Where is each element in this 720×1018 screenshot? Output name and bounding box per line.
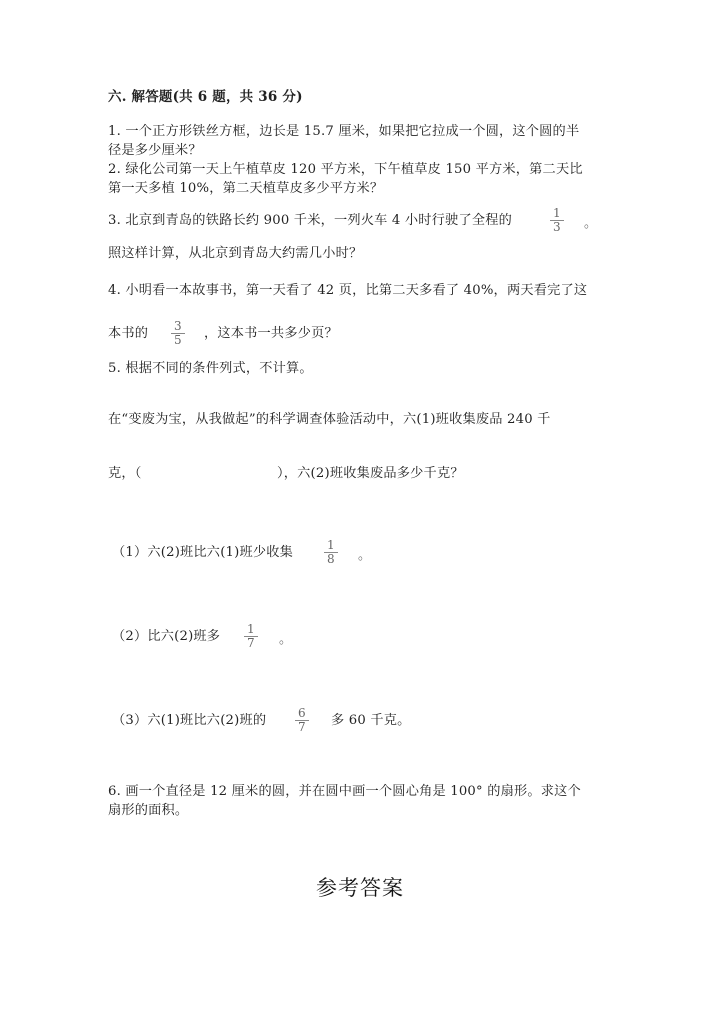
fraction-one-third: [550, 207, 564, 234]
question-5-line-1: 5. 根据不同的条件列式，不计算。: [108, 361, 313, 376]
question-5-stem-2-pre: 克，（: [108, 466, 142, 481]
question-5-sub-2-text: （2）比六(2)班多: [112, 629, 221, 644]
question-6-line-1: 6. 画一个直径是 12 厘米的圆，并在圆中画一个圆心角是 100° 的扇形。求这个: [108, 784, 581, 799]
question-5-sub-2-period: 。: [279, 632, 293, 647]
fraction-numerator: 1: [550, 207, 564, 221]
question-3-line-1: 3. 北京到青岛的铁路长约 900 千米，一列火车 4 小时行驶了全程的: [108, 213, 512, 228]
fraction-denominator: 7: [247, 636, 255, 650]
fraction-one-seventh: [244, 623, 258, 650]
question-4-line-2-pre: 本书的: [108, 326, 149, 341]
fraction-six-sevenths: [295, 707, 309, 734]
question-6-line-2: 扇形的面积。: [108, 803, 189, 818]
question-5-sub-1-period: 。: [358, 548, 372, 563]
question-5-sub-3-text: （3）六(1)班比六(2)班的: [112, 713, 267, 728]
question-4-line-1: 4. 小明看一本故事书，第一天看了 42 页，比第二天多看了 40%，两天看完了这: [108, 283, 588, 298]
answer-heading: 参考答案: [316, 876, 404, 900]
question-3-period: 。: [584, 216, 598, 231]
fraction-numerator: 1: [244, 623, 258, 637]
fraction-numerator: 6: [295, 707, 309, 721]
question-5-stem-1: 在“变废为宝，从我做起”的科学调查体验活动中，六(1)班收集废品 240 千: [108, 412, 551, 427]
fraction-one-eighth: [324, 539, 338, 566]
question-5-sub-1-text: （1）六(2)班比六(1)班少收集: [112, 545, 294, 560]
question-2-line-2: 第一天多植 10%，第二天植草皮多少平方米？: [108, 181, 384, 196]
fraction-three-fifths: [171, 320, 185, 347]
fraction-denominator: 7: [298, 720, 306, 734]
fraction-numerator: 1: [324, 539, 338, 553]
fraction-denominator: 8: [327, 552, 335, 566]
question-5-stem-2-post: ），六(2)班收集废品多少千克？: [277, 466, 464, 481]
question-5-sub-3-end: 多 60 千克。: [331, 713, 411, 728]
question-1-line-1: 1. 一个正方形铁丝方框，边长是 15.7 厘米，如果把它拉成一个圆，这个圆的半: [108, 124, 580, 139]
fraction-numerator: 3: [171, 320, 185, 334]
question-2-line-1: 2. 绿化公司第一天上午植草皮 120 平方米，下午植草皮 150 平方米，第二天比: [108, 162, 583, 177]
fraction-denominator: 5: [174, 333, 182, 347]
question-4-line-2-post: ，这本书一共多少页？: [204, 326, 338, 341]
fraction-denominator: 3: [553, 220, 561, 234]
section-title: 六. 解答题(共 6 题，共 36 分): [108, 89, 303, 105]
question-3-line-2: 照这样计算，从北京到青岛大约需几小时？: [108, 246, 363, 261]
question-1-line-2: 径是多少厘米？: [108, 143, 202, 158]
